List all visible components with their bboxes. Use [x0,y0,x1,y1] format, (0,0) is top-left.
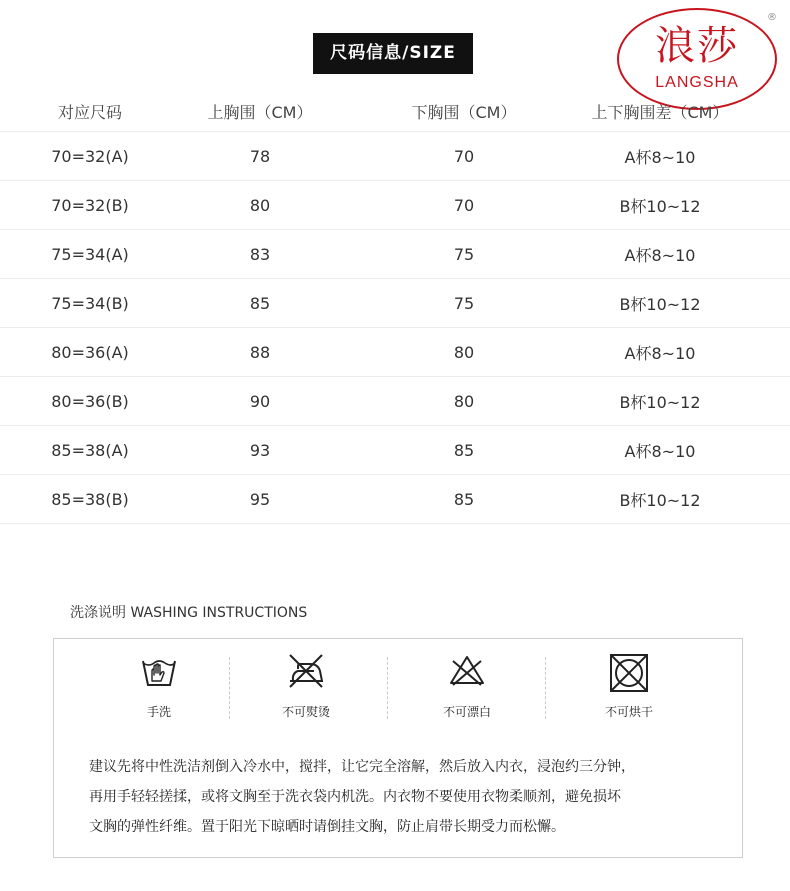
cell-size: 75=34(B) [51,293,129,313]
cell-difference: A杯8~10 [624,441,696,461]
no-iron-icon [284,651,328,691]
table-header-row [0,92,790,132]
cell-upper-bust: 90 [249,391,271,411]
cell-size: 70=32(B) [51,195,129,215]
cell-difference: B杯10~12 [619,196,701,216]
cell-difference: A杯8~10 [624,147,696,167]
cell-upper-bust: 80 [249,195,271,215]
header-under-bust: 下胸围（CM） [411,103,517,122]
separator [545,657,546,719]
washing-description [89,752,719,842]
washing-title: 洗涤说明 WASHING INSTRUCTIONS [70,605,308,621]
washing-text-line: 再用手轻轻搓揉，或将文胸至于洗衣袋内机洗。内衣物不要使用衣物柔顺剂，避免损坏 [89,789,621,805]
cell-upper-bust: 83 [249,244,271,264]
cell-difference: B杯10~12 [619,490,701,510]
cell-under-bust: 85 [453,440,475,460]
cell-size: 75=34(A) [51,244,129,264]
cell-difference: B杯10~12 [619,294,701,314]
table-row [0,475,790,524]
cell-under-bust: 80 [453,391,475,411]
table-row [0,230,790,279]
cell-difference: A杯8~10 [624,245,696,265]
wash-item-hand-wash [104,651,214,726]
cell-upper-bust: 85 [249,293,271,313]
cell-upper-bust: 95 [249,489,271,509]
logo-chinese-name: 浪莎 [655,23,739,69]
header-size: 对应尺码 [57,103,122,122]
header-upper-bust: 上胸围（CM） [207,103,313,122]
cell-under-bust: 75 [453,293,475,313]
cell-size: 70=32(A) [51,146,129,166]
wash-label: 不可熨烫 [281,705,330,719]
cell-under-bust: 70 [453,146,475,166]
cell-under-bust: 70 [453,195,475,215]
header-bust-difference: 上下胸围差（CM） [591,103,729,122]
separator [229,657,230,719]
hand-wash-icon [139,651,179,691]
logo-english-name: LANGSHA [655,74,739,91]
wash-label: 手洗 [146,705,171,719]
table-row [0,377,790,426]
cell-under-bust: 85 [453,489,475,509]
no-bleach-icon [447,651,487,691]
size-chart-title: 尺码信息/SIZE [313,33,473,74]
washing-text-line: 文胸的弹性纤维。置于阳光下晾晒时请倒挂文胸，防止肩带长期受力而松懈。 [89,819,565,835]
cell-difference: B杯10~12 [619,392,701,412]
cell-upper-bust: 88 [249,342,271,362]
wash-item-no-iron [251,651,361,726]
washing-instructions-box [53,638,743,858]
table-row [0,279,790,328]
cell-under-bust: 75 [453,244,475,264]
table-row [0,328,790,377]
registered-mark: ® [767,12,777,23]
cell-size: 80=36(B) [51,391,129,411]
cell-size: 85=38(B) [51,489,129,509]
cell-upper-bust: 78 [249,146,271,166]
cell-difference: A杯8~10 [624,343,696,363]
table-row [0,181,790,230]
cell-upper-bust: 93 [249,440,271,460]
wash-label: 不可烘干 [604,705,653,719]
washing-text-line: 建议先将中性洗洁剂倒入冷水中，搅拌，让它完全溶解，然后放入内衣，浸泡约三分钟， [89,759,635,775]
wash-item-no-bleach [412,651,522,726]
table-row [0,426,790,475]
wash-item-no-tumble-dry [574,651,684,726]
cell-size: 85=38(A) [51,440,129,460]
table-row [0,132,790,181]
separator [387,657,388,719]
size-table [0,92,790,524]
cell-under-bust: 80 [453,342,475,362]
no-tumble-dry-icon [607,651,651,695]
cell-size: 80=36(A) [51,342,129,362]
wash-label: 不可漂白 [442,705,491,719]
